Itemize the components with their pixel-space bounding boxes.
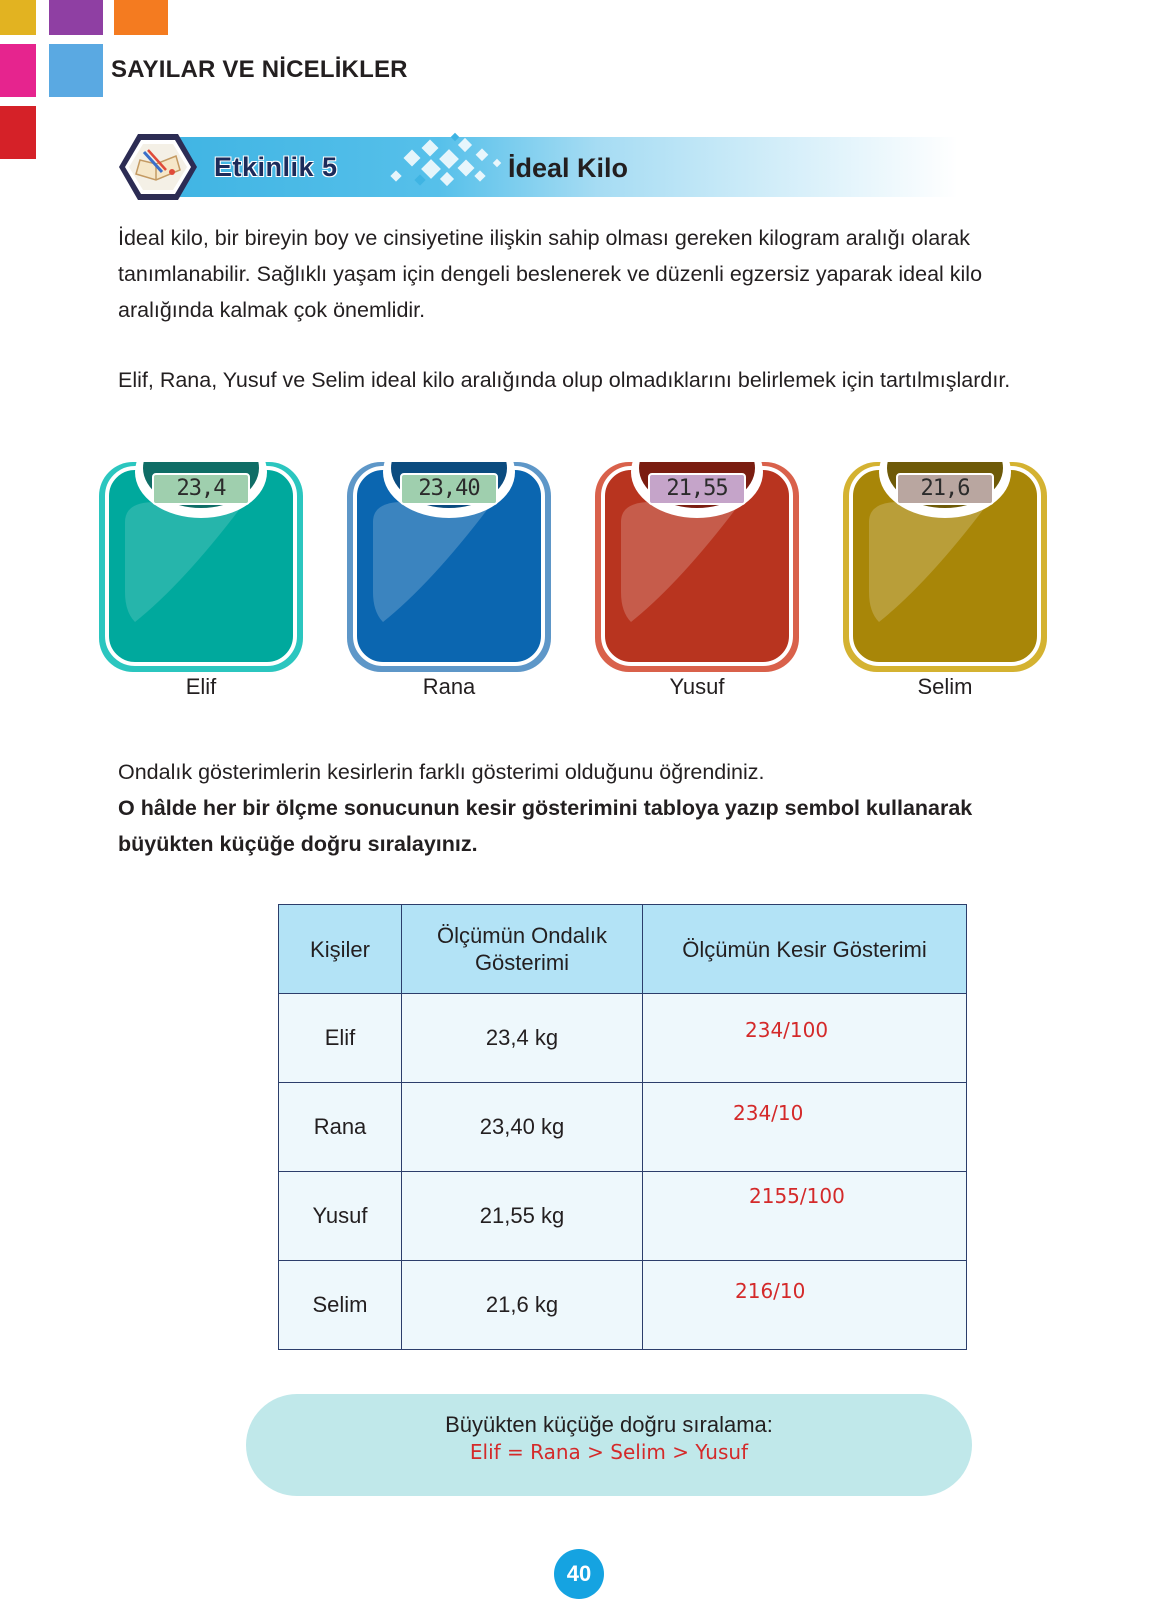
table-row [279,1261,967,1350]
corner-square-yellow [0,0,36,35]
cell-fraction[interactable] [643,1083,967,1172]
scale-elif [95,462,307,702]
cell-person: Rana [279,1083,402,1172]
table-header-row [279,905,967,994]
scale-selim [839,462,1051,702]
instruction-bold: O hâlde her bir ölçme sonucunun kesir gösterimini tabloya yazıp sembol kullanarak büyükten küçüğe doğru sıralayınız. [118,796,973,856]
corner-square-lightblue [49,44,103,97]
corner-square-red [0,106,36,159]
fraction-answer: 216/10 [735,1279,806,1303]
fraction-answer: 2155/100 [749,1184,845,1208]
corner-square-purple [49,0,103,35]
scale-rana [343,462,555,702]
cell-person: Selim [279,1261,402,1350]
ordering-box[interactable] [246,1394,972,1496]
scale-person-name: Elif [185,674,217,699]
cell-fraction[interactable] [643,994,967,1083]
fraction-answer: 234/10 [733,1101,804,1125]
cell-decimal: 21,55 kg [402,1172,643,1261]
header-decimal: Ölçümün Ondalık Gösterimi [402,905,643,994]
instruction-line: Ondalık gösterimlerin kesirlerin farklı gösterimi olduğunu öğrendiniz. [118,760,765,784]
intro-paragraph-2: Elif, Rana, Yusuf ve Selim ideal kilo aralığında olup olmadıklarını belirlemek için tartılmışlardır. [118,368,1011,392]
scale-reading: 23,4 [176,476,226,501]
scale-yusuf [591,462,803,702]
table-row [279,1083,967,1172]
table-row [279,1172,967,1261]
scale-person-name: Yusuf [669,674,725,699]
cell-decimal: 21,6 kg [402,1261,643,1350]
cell-person: Elif [279,994,402,1083]
fraction-answer: 234/100 [745,1018,829,1042]
cell-person: Yusuf [279,1172,402,1261]
page-number: 40 [554,1549,604,1599]
activity-label: Etkinlik 5 [214,152,338,182]
diamond-pattern-icon [388,132,508,198]
ordering-answer: Elif = Rana > Selim > Yusuf [469,1440,749,1464]
cell-fraction[interactable] [643,1261,967,1350]
header-persons: Kişiler [279,905,402,994]
scale-reading: 21,6 [920,476,970,501]
scale-reading: 21,55 [666,476,728,501]
cell-decimal: 23,4 kg [402,994,643,1083]
scale-reading: 23,40 [418,476,480,501]
corner-square-orange [114,0,168,35]
corner-square-magenta [0,44,36,97]
intro-paragraph: İdeal kilo, bir bireyin boy ve cinsiyetine ilişkin sahip olması gereken kilogram aralığı olarak tanımlanabilir. Sağlıklı yaşam için dengeli beslenerek ve düzenli egzersiz yaparak ideal kilo aralığında kalmak çok önemlidir. [118,226,983,322]
table-row [279,994,967,1083]
ordering-label: Büyükten küçüğe doğru sıralama: [445,1412,773,1437]
header-fraction: Ölçümün Kesir Gösterimi [643,905,967,994]
section-title: SAYILAR VE NİCELİKLER [111,56,408,83]
scale-person-name: Rana [422,674,476,699]
activity-title: İdeal Kilo [508,153,629,183]
cell-decimal: 23,40 kg [402,1083,643,1172]
cell-fraction[interactable] [643,1172,967,1261]
activity-banner [118,132,958,204]
scales-row [95,462,1055,702]
measurement-table [278,904,967,1350]
scale-person-name: Selim [917,674,973,699]
open-book-icon [118,132,198,202]
